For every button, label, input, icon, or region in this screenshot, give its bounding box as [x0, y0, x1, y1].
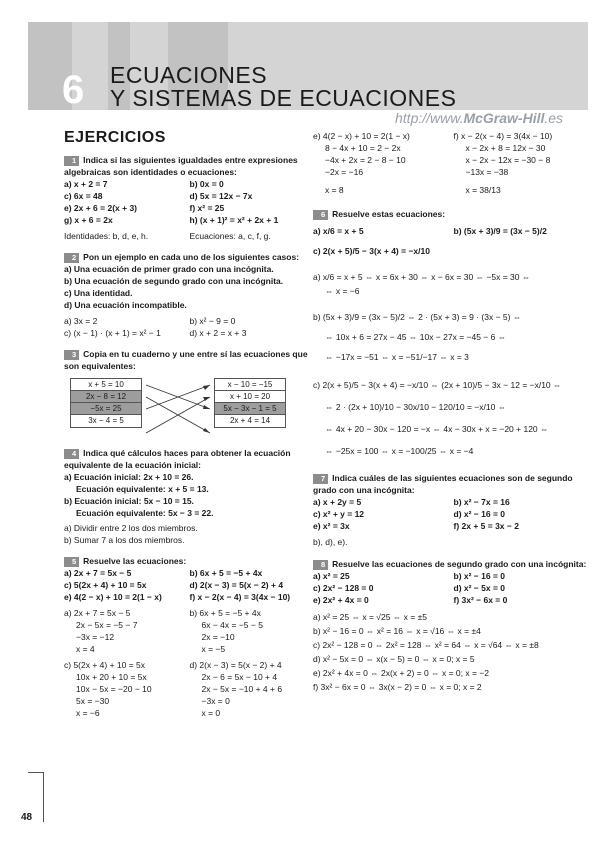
- right-equations-box: x − 10 = −15 x + 10 = 20 5x − 3x − 1 = 5 2x + 4 = 14: [214, 378, 286, 428]
- exercise-8: [313, 558, 588, 694]
- section-title: EJERCICIOS: [64, 129, 166, 146]
- exercise-items: a) x/6 = x + 5 b) (5x + 3)/9 = (3x − 5)/2: [313, 226, 547, 236]
- exercise-number: 7: [313, 474, 328, 484]
- chapter-title: [110, 64, 456, 110]
- exercise-items: a) x + 2 = 7 b) 0x = 0 c) 6x = 48 d) 5x = 12x − 7x e) 2x + 6 = 2(x + 3) f) x² = 25 g) x + 6 = 2x h) (x + 1)² = x² + 2x + 1: [64, 179, 279, 225]
- exercise-number: 6: [313, 210, 328, 220]
- footer-rule: [28, 772, 43, 773]
- exercise-6: 6 Resuelve estas ecuaciones: a) x/6 = x + 5 b) (5x + 3)/9 = (3x − 5)/2 c) 2(x + 5)/5 − 3(x + 4) = −x/10 a) x/6 = x + 5 ⇔ x = 6x + 30 ⇔ x − 6x = 30 ⇔ −5x = 30 ⇔ ⇔ x = −6 b) (5x + 3)/9 = (3x − 5)/2 ⇔ 2 · (5x + 3) = 9 · (3x − 5) ⇔ ⇔ 10x + 6 = 27x − 45 ⇔ 10x − 27x = −45 − 6 ⇔ ⇔ −17x = −51 ⇔ x = −51/−17 ⇔ x = 3 c) 2(x + 5)/5 − 3(x + 4) = −x/10 ⇔ (2x + 10)/5 − 3x − 12 = −x/10 ⇔ ⇔ 2 · (2x + 10)/10 − 30x/10 − 120/10 = −x/10 ⇔ ⇔ 4x + 20 − 30x − 120 = −x ⇔ 4x − 30x + x = −20 + 120 ⇔ ⇔ −25x = 100 ⇔ x = −100/25 ⇔ x = −4: [313, 208, 588, 458]
- page-number: 48: [21, 812, 33, 823]
- exercise-5-continued: [313, 130, 588, 196]
- exercise-statement: Indica qué cálculos haces para obtener la ecuación equivalente de la ecuación inicial:: [64, 448, 291, 470]
- exercise-statement: Resuelve las ecuaciones de segundo grado con una incógnita:: [332, 559, 587, 569]
- exercise-statement: Indica si las siguientes igualdades entre expresiones algebraicas son identidades o ecuaciones:: [64, 155, 298, 177]
- exercise-items: a) x² = 25 b) x² − 16 = 0 c) 2x² − 128 = 0 d) x² − 5x = 0 e) 2x² + 4x = 0 f) 3x² − 6x = 0: [313, 571, 508, 605]
- publisher-watermark: http://www.McGraw-Hill.es: [395, 110, 564, 126]
- exercise-number: 3: [64, 350, 79, 360]
- exercise-2: 2 Pon un ejemplo en cada uno de los siguientes casos: a) Una ecuación de primer grado con una incógnita. b) Una ecuación de segundo grado con una incógnita. c) Una identidad. d) Una ecuación incompatible. a) 3x = 2 b) x² − 9 = 0 c) (x − 1) · (x + 1) = x² − 1 d) x + 2 = x + 3: [64, 251, 309, 339]
- exercise-answer: a) 3x = 2 b) x² − 9 = 0 c) (x − 1) · (x + 1) = x² − 1 d) x + 2 = x + 3: [64, 316, 247, 338]
- exercise-number: 1: [64, 156, 79, 166]
- exercise-statement: Indica cuáles de las siguientes ecuaciones son de segundo grado con una incógnita:: [313, 473, 573, 495]
- exercise-statement: Resuelve las ecuaciones:: [83, 556, 187, 566]
- exercise-solutions: a) x² = 25 ⇔ x = √25 ⇔ x = ±5 b) x² − 16 = 0 ⇔ x² = 16 ⇔ x = √16 ⇔ x = ±4 c) 2x² − 128 = 0 ⇔ 2x² = 128 ⇔ x² = 64 ⇔ x = √64 ⇔ x = ±8 d) x² − 5x = 0 ⇔ x(x − 5) = 0 ⇔ x = 0; x = 5 e) 2x² + 4x = 0 ⇔ 2x(x + 2) = 0 ⇔ x = 0; x = −2 f) 3x² − 6x = 0 ⇔ 3x(x − 2) = 0 ⇔ x = 0; x = 2: [313, 612, 539, 692]
- exercise-statement: Resuelve estas ecuaciones:: [332, 209, 446, 219]
- margin-rule: [43, 772, 44, 822]
- chapter-title-line1: ECUACIONES: [110, 62, 268, 88]
- exercise-7: 7 Indica cuáles de las siguientes ecuaciones son de segundo grado con una incógnita: a) x + 2y = 5 b) x² − 7x = 16 c) x² + y = 12 d) x² − 16 = 0 e) x² = 3x f) 2x + 5 = 3x − 2 b), d), e).: [313, 472, 588, 548]
- exercise-items: a) 2x + 7 = 5x − 5 b) 6x + 5 = −5 + 4x c) 5(2x + 4) + 10 = 5x d) 2(x − 3) = 5(x − 2) + 4 e) 4(2 − x) + 10 = 2(1 − x) f) x − 2(x − 4) = 3(4x − 10): [64, 568, 291, 602]
- chapter-number: 6: [62, 68, 85, 112]
- exercise-statement: Pon un ejemplo en cada uno de los siguientes casos:: [83, 252, 300, 262]
- exercise-number: 5: [64, 557, 79, 567]
- solutions-cd: c) 5(2x + 4) + 10 = 5x 10x + 20 + 10 = 5x 10x − 5x = −20 − 10 5x = −30 x = −6 d) 2(x − 3) = 5(x − 2) + 4 2x − 6 = 5x − 10 + 4 2x − 5x = −10 + 4 + 6 −3x = 0 x = 0: [64, 660, 283, 718]
- exercise-4: 4 Indica qué cálculos haces para obtener la ecuación equivalente de la ecuación inicial: a) Ecuación inicial: 2x + 10 = 26. Ecuación equivalente: x + 5 = 13. b) Ecuación inicial: 5x − 10 = 15. Ecuación equivalente: 5x − 3 = 22. a) Dividir entre 2 los dos miembros. b) Sumar 7 a los dos miembros.: [64, 448, 291, 545]
- right-column: [313, 130, 588, 703]
- chapter-title-line2: Y SISTEMAS DE ECUACIONES: [110, 85, 457, 111]
- exercise-number: 4: [64, 449, 79, 459]
- solutions-ef: e) 4(2 − x) + 10 = 2(1 − x) 8 − 4x + 10 = 2 − 2x −4x + 2x = 2 − 8 − 10 −2x = −16 x = 8 f) x − 2(x − 4) = 3(4x − 10) x − 2x + 8 = 12x − 30 x − 2x − 12x = −30 − 8 −13x = −38 x = 38/13: [313, 131, 553, 195]
- exercise-3: [64, 348, 309, 438]
- exercise-5: [64, 555, 309, 719]
- solutions-ab: a) 2x + 7 = 5x − 5 2x − 5x = −5 − 7 −3x = −12 x = 4 b) 6x + 5 = −5 + 4x 6x − 4x = −5 − 5 2x = −10 x = −5: [64, 608, 263, 654]
- matching-diagram: [70, 376, 309, 438]
- exercise-number: 8: [313, 560, 328, 570]
- left-equations-box: x + 5 = 10 2x − 8 = 12 −5x = 25 3x − 4 = 5: [70, 378, 142, 428]
- exercise-number: 2: [64, 253, 79, 263]
- exercise-items: a) x + 2y = 5 b) x² − 7x = 16 c) x² + y = 12 d) x² − 16 = 0 e) x² = 3x f) 2x + 5 = 3x − 2: [313, 497, 519, 531]
- exercise-1: [64, 154, 309, 242]
- left-column: [64, 130, 309, 728]
- exercise-answer: Identidades: b, d, e, h. Ecuaciones: a, c, f, g.: [64, 231, 271, 241]
- exercise-statement: Copia en tu cuaderno y une entre sí las ecuaciones que son equivalentes:: [64, 349, 308, 371]
